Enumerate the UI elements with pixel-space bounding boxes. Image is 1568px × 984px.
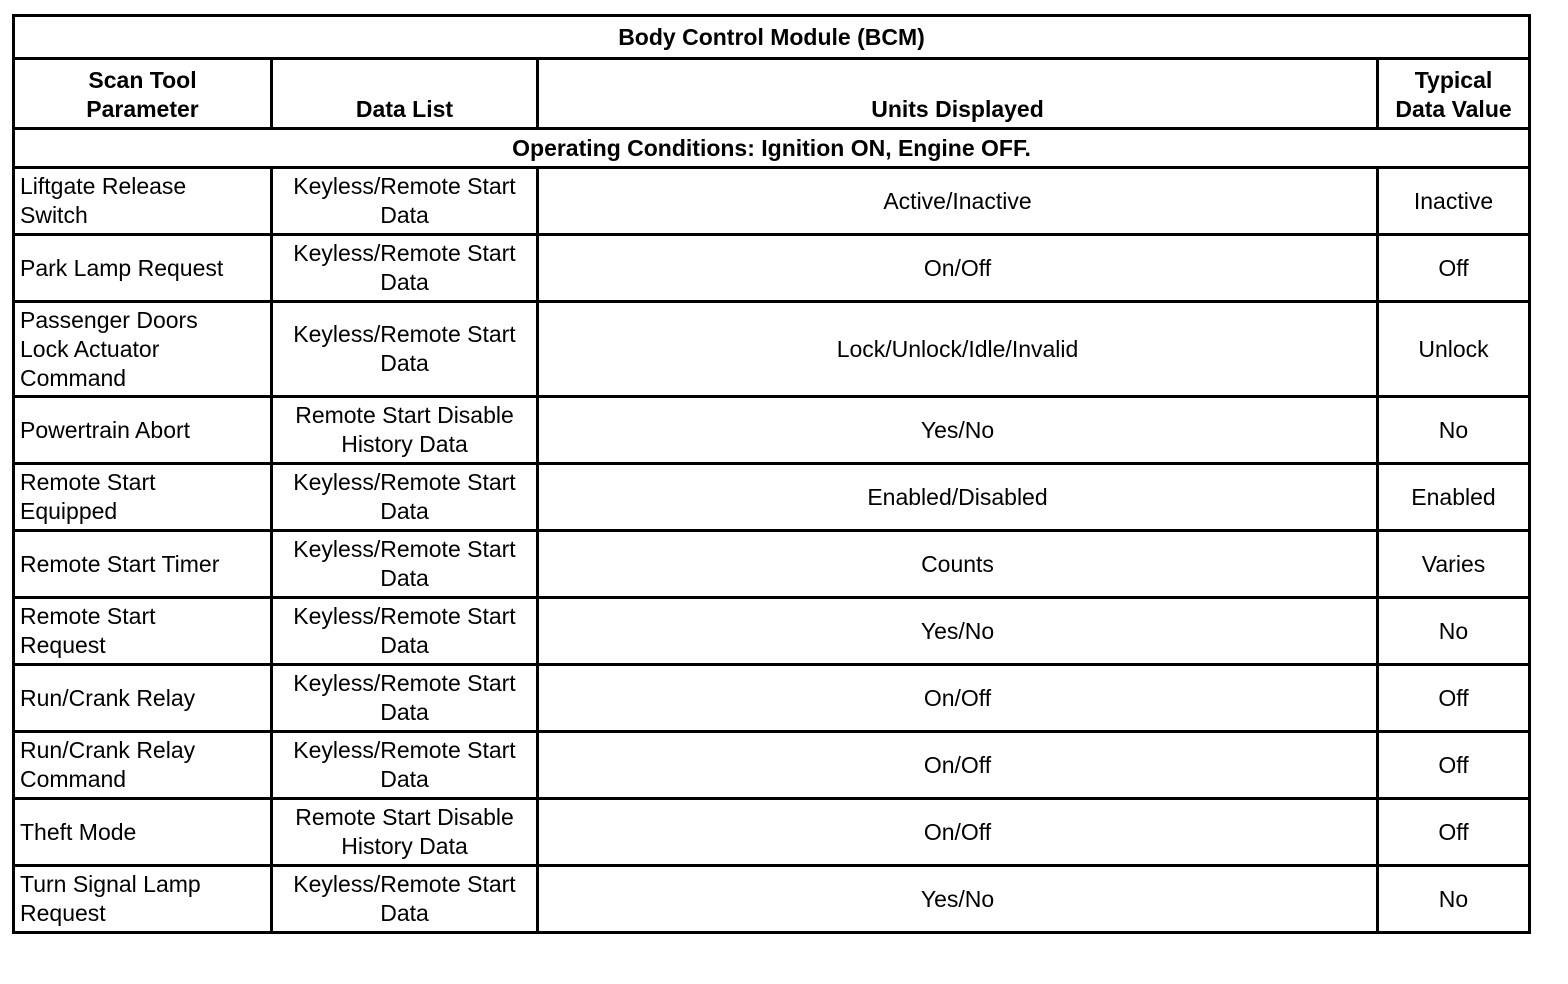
cell-data-list <box>272 464 538 531</box>
cell-scan-tool-parameter-line: Run/Crank Relay <box>20 737 196 763</box>
cell-data-list <box>272 397 538 464</box>
cell-data-list <box>272 598 538 665</box>
header-data-list: Data List <box>272 59 538 129</box>
cell-typical-data-value: No <box>1378 598 1530 665</box>
cell-scan-tool-parameter-line: Request <box>20 632 106 658</box>
table-row <box>14 168 1530 235</box>
cell-scan-tool-parameter-line: Command <box>20 364 127 391</box>
cell-scan-tool-parameter-line: Lock Actuator <box>20 335 160 362</box>
bcm-data-table-container <box>12 14 1528 934</box>
cell-data-list-line: Data <box>380 632 429 658</box>
cell-typical-data-value: Off <box>1378 799 1530 866</box>
cell-scan-tool-parameter <box>14 866 272 933</box>
cell-scan-tool-parameter-line: Liftgate Release <box>20 173 187 199</box>
cell-scan-tool-parameter-line: Request <box>20 900 106 926</box>
cell-data-list-line: Remote Start Disable <box>295 804 514 830</box>
cell-scan-tool-parameter <box>14 799 272 866</box>
cell-scan-tool-parameter-line: Command <box>20 766 127 792</box>
cell-scan-tool-parameter-line: Powertrain Abort <box>20 416 191 443</box>
cell-scan-tool-parameter <box>14 235 272 302</box>
header-typical-line-2: Data Value <box>1395 96 1512 122</box>
cell-typical-data-value: Off <box>1378 732 1530 799</box>
table-row <box>14 302 1530 397</box>
cell-scan-tool-parameter <box>14 397 272 464</box>
cell-scan-tool-parameter-line: Remote Start <box>20 469 156 495</box>
cell-data-list-line: Data <box>380 565 429 591</box>
cell-units-displayed: Lock/Unlock/Idle/Invalid <box>538 302 1378 397</box>
cell-scan-tool-parameter-line: Switch <box>20 202 88 228</box>
table-row <box>14 464 1530 531</box>
header-scan-tool-parameter <box>14 59 272 129</box>
operating-conditions: Operating Conditions: Ignition ON, Engine OFF. <box>14 129 1530 168</box>
cell-data-list-line: Data <box>380 202 429 228</box>
cell-data-list-line: Data <box>380 498 429 524</box>
cell-typical-data-value: No <box>1378 866 1530 933</box>
table-row <box>14 397 1530 464</box>
header-param-line-1: Scan Tool <box>88 67 197 93</box>
cell-units-displayed: Active/Inactive <box>538 168 1378 235</box>
header-units-displayed: Units Displayed <box>538 59 1378 129</box>
cell-scan-tool-parameter-line: Theft Mode <box>20 818 137 845</box>
cell-scan-tool-parameter-line: Remote Start Timer <box>20 550 220 577</box>
cell-units-displayed: On/Off <box>538 799 1378 866</box>
cell-units-displayed: On/Off <box>538 732 1378 799</box>
cell-data-list <box>272 866 538 933</box>
cell-units-displayed: Counts <box>538 531 1378 598</box>
cell-units-displayed: Yes/No <box>538 397 1378 464</box>
cell-data-list-line: Data <box>380 699 429 725</box>
cell-data-list <box>272 799 538 866</box>
header-typical-data-value <box>1378 59 1530 129</box>
cell-scan-tool-parameter <box>14 531 272 598</box>
cell-typical-data-value: Varies <box>1378 531 1530 598</box>
cell-data-list-line: Keyless/Remote Start <box>293 469 516 495</box>
cell-data-list-line: Data <box>380 350 429 376</box>
cell-data-list-line: Remote Start Disable <box>295 402 514 428</box>
cell-data-list-line: Keyless/Remote Start <box>293 670 516 696</box>
cell-typical-data-value: No <box>1378 397 1530 464</box>
header-param-line-2: Parameter <box>86 96 199 122</box>
cell-data-list-line: Keyless/Remote Start <box>293 536 516 562</box>
cell-scan-tool-parameter-line: Turn Signal Lamp <box>20 871 201 897</box>
header-typical-line-1: Typical <box>1414 67 1493 93</box>
cell-data-list-line: Keyless/Remote Start <box>293 173 516 199</box>
table-row <box>14 531 1530 598</box>
bcm-data-table <box>12 14 1531 934</box>
cell-typical-data-value: Enabled <box>1378 464 1530 531</box>
cell-data-list-line: Data <box>380 269 429 295</box>
cell-data-list <box>272 168 538 235</box>
cell-data-list-line: Keyless/Remote Start <box>293 240 516 266</box>
cell-units-displayed: Yes/No <box>538 866 1378 933</box>
table-row <box>14 598 1530 665</box>
cell-scan-tool-parameter-line: Equipped <box>20 498 118 524</box>
cell-scan-tool-parameter <box>14 732 272 799</box>
cell-scan-tool-parameter <box>14 464 272 531</box>
cell-data-list-line: Keyless/Remote Start <box>293 737 516 763</box>
cell-typical-data-value: Inactive <box>1378 168 1530 235</box>
table-row <box>14 799 1530 866</box>
cell-data-list-line: History Data <box>341 431 468 457</box>
cell-scan-tool-parameter <box>14 302 272 397</box>
cell-typical-data-value: Off <box>1378 665 1530 732</box>
cell-data-list <box>272 302 538 397</box>
cell-scan-tool-parameter <box>14 665 272 732</box>
cell-data-list-line: Keyless/Remote Start <box>293 321 516 347</box>
table-row <box>14 866 1530 933</box>
cell-data-list <box>272 732 538 799</box>
cell-units-displayed: Yes/No <box>538 598 1378 665</box>
table-row <box>14 665 1530 732</box>
cell-scan-tool-parameter-line: Run/Crank Relay <box>20 684 196 711</box>
cell-scan-tool-parameter-line: Park Lamp Request <box>20 254 224 281</box>
cell-units-displayed: Enabled/Disabled <box>538 464 1378 531</box>
cell-typical-data-value: Off <box>1378 235 1530 302</box>
cell-data-list-line: Data <box>380 766 429 792</box>
cell-data-list <box>272 531 538 598</box>
cell-units-displayed: On/Off <box>538 235 1378 302</box>
table-row <box>14 235 1530 302</box>
table-row <box>14 732 1530 799</box>
cell-scan-tool-parameter-line: Passenger Doors <box>20 306 198 333</box>
cell-data-list <box>272 235 538 302</box>
cell-units-displayed: On/Off <box>538 665 1378 732</box>
cell-data-list-line: Keyless/Remote Start <box>293 871 516 897</box>
table-title: Body Control Module (BCM) <box>14 16 1530 59</box>
cell-scan-tool-parameter <box>14 168 272 235</box>
cell-data-list-line: Keyless/Remote Start <box>293 603 516 629</box>
header-row <box>14 59 1530 129</box>
cell-data-list-line: Data <box>380 900 429 926</box>
cell-typical-data-value: Unlock <box>1378 302 1530 397</box>
cell-scan-tool-parameter-line: Remote Start <box>20 603 156 629</box>
cell-data-list <box>272 665 538 732</box>
cell-scan-tool-parameter <box>14 598 272 665</box>
cell-data-list-line: History Data <box>341 833 468 859</box>
